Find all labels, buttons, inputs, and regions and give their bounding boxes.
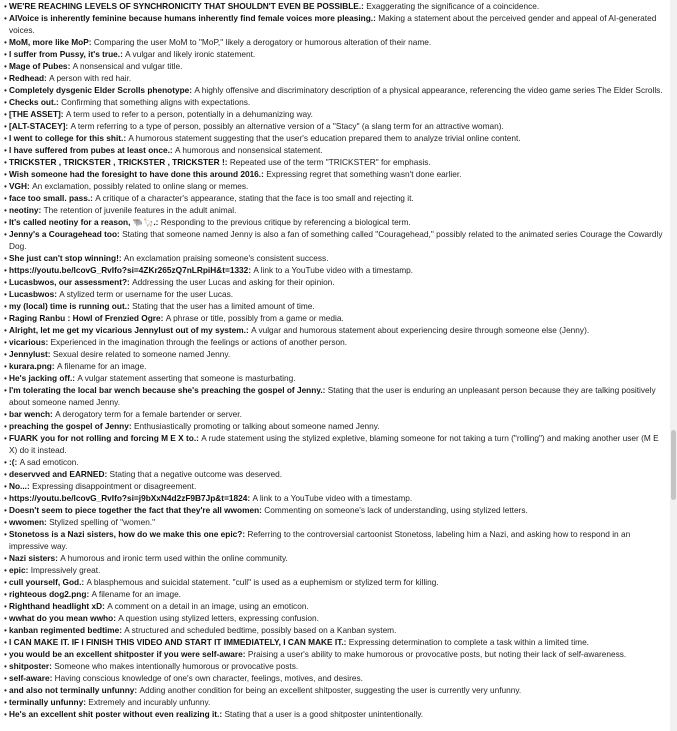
entry-definition: Extremely and incurably unfunny. (88, 697, 211, 707)
term-separator: : (55, 553, 61, 563)
entry-term: preaching the gospel of Jenny (9, 421, 129, 431)
entry-term: No... (9, 481, 27, 491)
glossary-entry (4, 300, 663, 312)
term-separator: : (49, 661, 55, 671)
entry-definition: A comment on a detail in an image, using an emoticon. (107, 601, 309, 611)
entry-term: my (local) time is running out. (9, 301, 128, 311)
entry-term: Doesn't seem to piece together the fact that they're all wwomen (9, 505, 260, 515)
glossary-entry (4, 384, 663, 408)
glossary-entry (4, 348, 663, 360)
term-separator: : (242, 649, 248, 659)
glossary-entry (4, 216, 663, 228)
glossary-entry (4, 432, 663, 456)
glossary-entry (4, 360, 663, 372)
entry-definition: Experienced in the imagination through the feelings or actions of another person. (50, 337, 348, 347)
entry-definition: A sad emoticon. (19, 457, 79, 467)
entry-term: https://youtu.be/lcovG_RvIfo?si=4ZKr265zQ7nLRpiH&t=1332 (9, 265, 249, 275)
term-separator: : (248, 265, 254, 275)
entry-definition: A vulgar and humorous statement about experiencing desire through someone else (Jenny). (251, 325, 590, 335)
glossary-entry (4, 528, 663, 552)
entry-term: I'm tolerating the local bar wench because she's preaching the gospel of Jenny. (9, 385, 323, 395)
entry-definition: Expressing regret that something wasn't done earlier. (266, 169, 462, 179)
entry-definition: A humorous statement suggesting that the user's education prepared them to analyze trivial online content. (128, 133, 521, 143)
glossary-entry (4, 168, 663, 180)
term-separator: : (90, 193, 96, 203)
term-separator: : (26, 181, 33, 191)
term-separator: : (65, 121, 71, 131)
entry-term: He's jacking off. (9, 373, 73, 383)
entry-definition: Someone who makes intentionally humorous or provocative posts. (54, 661, 299, 671)
entry-term: righteous dog2.png (9, 589, 87, 599)
glossary-entry (4, 660, 663, 672)
entry-definition: A filename for an image. (91, 589, 181, 599)
entry-term: deservved and EARNED (9, 469, 105, 479)
term-separator: : (72, 373, 78, 383)
entry-term: Righthand headlight xD (9, 601, 103, 611)
entry-definition: Making a statement about the perceived gender and appeal of AI-generated voices. (9, 13, 657, 35)
entry-term: and also not terminally unfunny (9, 685, 135, 695)
entry-definition: A question using stylized letters, expressing confusion. (118, 613, 319, 623)
entry-term: kurara.png (9, 361, 52, 371)
glossary-entry (4, 504, 663, 516)
scrollbar-thumb[interactable] (671, 430, 676, 500)
term-separator: : (242, 529, 248, 539)
term-separator: : (160, 313, 166, 323)
entry-term: epic (9, 565, 26, 575)
entry-term: VGH (9, 181, 27, 191)
entry-term: face too small. pass. (9, 193, 91, 203)
glossary-entry (4, 612, 663, 624)
entry-term: wwhat do you mean wwho (9, 613, 114, 623)
entry-definition: A person with red hair. (49, 73, 132, 83)
glossary-entry (4, 516, 663, 528)
entry-definition: Expressing determination to complete a task within a limited time. (348, 637, 589, 647)
entry-term: vicarious (9, 337, 46, 347)
term-separator: : (322, 385, 328, 395)
term-separator: : (189, 85, 195, 95)
glossary-entry (4, 204, 663, 216)
entry-definition: Having conscious knowledge of one's own character, feelings, motives, and desires. (54, 673, 363, 683)
entry-term: kanban regimented bedtime (9, 625, 120, 635)
entry-definition: A rude statement using the stylized expletive, blaming someone for not taking a turn ("rolling") and making another user (M E X) do it instead. (9, 433, 659, 455)
term-separator: : (120, 49, 126, 59)
entry-term: Redhead (9, 73, 45, 83)
glossary-entry (4, 312, 663, 324)
entry-definition: A term used to refer to a person, potentially in a dehumanizing way. (65, 109, 313, 119)
vertical-scrollbar[interactable] (670, 0, 677, 731)
term-separator: : (127, 301, 133, 311)
glossary-entry (4, 552, 663, 564)
entry-definition: Exaggerating the significance of a coincidence. (366, 1, 540, 11)
glossary-entry (4, 276, 663, 288)
glossary-entry (4, 492, 663, 504)
entry-definition: Praising a user's ability to make humorous or provocative posts, but noting their lack of self-awareness. (247, 649, 627, 659)
term-separator: : (123, 133, 129, 143)
glossary-entry (4, 696, 663, 708)
entry-term: :( (9, 457, 15, 467)
entry-term: I went to college for this shit. (9, 133, 124, 143)
entry-definition: Stating that the user is enduring an unpleasant person because they are talking positively about someone named Jenny. (9, 385, 656, 407)
entry-definition: A filename for an image. (56, 361, 147, 371)
term-separator: : (128, 421, 134, 431)
term-separator: : (259, 505, 265, 515)
term-separator: : (247, 493, 253, 503)
entry-term: neotiny (9, 205, 39, 215)
entry-term: cull yourself, God. (9, 577, 82, 587)
entry-term: you would be an excellent shitposter if you were self-aware (9, 649, 243, 659)
glossary-entry (4, 108, 663, 120)
entry-definition: A vulgar and likely ironic statement. (125, 49, 256, 59)
entry-definition: Commenting on someone's lack of understanding, using stylized letters. (264, 505, 528, 515)
term-separator: : (83, 697, 89, 707)
term-separator: : (127, 277, 133, 287)
glossary-entry (4, 156, 663, 168)
entry-term: https://youtu.be/lcovG_RvIfo?si=j9bXxN4d2zF9B7Jp&t=1824 (9, 493, 248, 503)
glossary-entry (4, 336, 663, 348)
entry-definition: A blasphemous and suicidal statement. "cull" is used as a euphemism or stylized term for killing. (86, 577, 439, 587)
term-separator: : (373, 13, 379, 23)
term-separator: : (56, 97, 62, 107)
entry-definition: Comparing the user MoM to "MoP," likely a derogatory or humorous alteration of their name. (93, 37, 432, 47)
glossary-entry (4, 48, 663, 60)
entry-term: I suffer from Pussy, it's true. (9, 49, 121, 59)
term-separator: : (49, 673, 55, 683)
entry-definition: An exclamation, possibly related to online slang or memes. (32, 181, 249, 191)
term-separator: : (47, 349, 53, 359)
term-separator: : (51, 361, 57, 371)
glossary-entry (4, 0, 663, 12)
glossary-entry (4, 180, 663, 192)
term-separator: : (155, 217, 161, 227)
entry-definition: Responding to the previous critique by referencing a biological term. (160, 217, 411, 227)
entry-term: FUARK you for not rolling and forcing M E X to. (9, 433, 197, 443)
entry-term: shitposter (9, 661, 50, 671)
entry-term: Raging Ranbu : Howl of Frenzied Ogre (9, 313, 161, 323)
glossary-entry (4, 144, 663, 156)
term-separator: : (86, 589, 92, 599)
term-separator: : (361, 1, 367, 11)
entry-term: MoM, more like MoP (9, 37, 89, 47)
term-separator: : (134, 685, 140, 695)
entry-definition: Adding another condition for being an excellent shitposter, suggesting the user is currently very unfunny. (139, 685, 522, 695)
entry-definition: Expressing disappointment or disagreement. (32, 481, 197, 491)
glossary-entry (4, 36, 663, 48)
term-separator: : (44, 73, 50, 83)
glossary-entry (4, 456, 663, 468)
entry-definition: Stylized spelling of "women." (49, 517, 156, 527)
entry-term: TRICKSTER , TRICKSTER , TRICKSTER , TRICKSTER ! (9, 157, 225, 167)
entry-term: [ALT-STACEY] (9, 121, 66, 131)
entry-term: Stonetoss is a Nazi sisters, how do we make this one epic? (9, 529, 243, 539)
glossary-entry (4, 408, 663, 420)
glossary-entry (4, 372, 663, 384)
glossary-entry (4, 684, 663, 696)
entry-term: self-aware (9, 673, 50, 683)
entry-definition: Sexual desire related to someone named Jenny. (52, 349, 231, 359)
glossary-entry (4, 96, 663, 108)
term-separator: : (219, 709, 225, 719)
term-separator: : (261, 169, 267, 179)
entry-term: Lucasbwos (9, 289, 55, 299)
entry-definition: A term referring to a type of person, possibly an alternative version of a "Stacy" (a slang term for an attractive woman). (70, 121, 504, 131)
term-separator: : (14, 457, 20, 467)
glossary-entry (4, 624, 663, 636)
entry-definition: An exclamation praising someone's consistent success. (123, 253, 329, 263)
glossary-entry (4, 708, 663, 720)
entry-definition: The retention of juvenile features in the adult animal. (43, 205, 237, 215)
glossary-entry (4, 600, 663, 612)
entry-definition: Stating that a negative outcome was deserved. (109, 469, 283, 479)
glossary-entry (4, 12, 663, 36)
entry-definition: Repeated use of the term "TRICKSTER" for emphasis. (229, 157, 431, 167)
term-separator: : (54, 289, 60, 299)
glossary-entry (4, 636, 663, 648)
glossary-entry (4, 60, 663, 72)
term-separator: : (25, 565, 31, 575)
entry-definition: A stylized term or username for the user Lucas. (59, 289, 234, 299)
glossary-entry (4, 120, 663, 132)
entry-definition: Stating that the user has a limited amount of time. (132, 301, 315, 311)
term-separator: : (81, 577, 87, 587)
glossary-entry (4, 324, 663, 336)
entry-term: Alright, let me get my vicarious Jennylust out of my system. (9, 325, 246, 335)
term-separator: : (113, 613, 119, 623)
glossary-entry (4, 252, 663, 264)
entry-term: wwomen (9, 517, 45, 527)
term-separator: : (224, 157, 230, 167)
glossary-entry (4, 228, 663, 252)
term-separator: : (38, 205, 44, 215)
term-separator: : (196, 433, 202, 443)
term-separator: : (26, 481, 33, 491)
entry-term: She just can't stop winning! (9, 253, 119, 263)
entry-term: terminally unfunny (9, 697, 84, 707)
entry-definition: A humorous and nonsensical statement. (175, 145, 323, 155)
glossary-entry (4, 576, 663, 588)
term-separator: : (117, 229, 123, 239)
glossary-entry (4, 648, 663, 660)
term-separator: : (102, 601, 108, 611)
entry-definition: Stating that a user is a good shitposter unintentionally. (224, 709, 424, 719)
term-separator: : (50, 409, 56, 419)
entry-term: I have suffered from pubes at least once. (9, 145, 170, 155)
entry-definition: A critique of a character's appearance, stating that the face is too small and rejecting it. (95, 193, 414, 203)
term-separator: : (67, 61, 73, 71)
term-separator: : (60, 109, 66, 119)
entry-definition: A link to a YouTube video with a timestamp. (253, 265, 414, 275)
term-separator: : (45, 337, 51, 347)
glossary-entry (4, 84, 663, 96)
entry-term: Jenny's a Couragehead too (9, 229, 118, 239)
entry-term: It's called neotiny for a reason, 🐃🦙. (9, 217, 156, 227)
glossary-entry (4, 564, 663, 576)
glossary-entry (4, 132, 663, 144)
entry-term: Mage of Pubes (9, 61, 68, 71)
entry-term: Jennylust (9, 349, 48, 359)
entry-definition: Referring to the controversial cartoonist Stonetoss, labeling him a Nazi, and asking how to respond in an impressive way. (9, 529, 631, 551)
entry-definition: A highly offensive and discriminatory description of a physical appearance, referencing the video game series The Elder Scrolls. (194, 85, 663, 95)
term-separator: : (343, 637, 349, 647)
entry-term: Nazi sisters (9, 553, 56, 563)
entry-definition: A structured and scheduled bedtime, possibly based on a Kanban system. (124, 625, 397, 635)
glossary-entry (4, 420, 663, 432)
glossary-entry (4, 480, 663, 492)
term-separator: : (245, 325, 252, 335)
entry-definition: Stating that someone named Jenny is also a fan of something called "Couragehead," possibly related to the animated series Courage the Cowardly Dog. (9, 229, 663, 251)
glossary-entry (4, 264, 663, 276)
term-separator: : (88, 37, 94, 47)
term-separator: : (118, 253, 124, 263)
entry-definition: Impressively great. (30, 565, 101, 575)
term-separator: : (169, 145, 175, 155)
entry-term: [THE ASSET] (9, 109, 61, 119)
entry-definition: A nonsensical and vulgar title. (72, 61, 183, 71)
entry-definition: Enthusiastically promoting or talking about someone named Jenny. (133, 421, 380, 431)
entry-definition: Addressing the user Lucas and asking for their opinion. (132, 277, 335, 287)
entry-term: Checks out. (9, 97, 57, 107)
entry-definition: A vulgar statement asserting that someone is masturbating. (77, 373, 296, 383)
glossary-entry (4, 72, 663, 84)
term-separator: : (44, 517, 50, 527)
entry-term: He's an excellent shit poster without even realizing it. (9, 709, 220, 719)
entry-definition: A phrase or title, possibly from a game or media. (165, 313, 344, 323)
glossary-entry (4, 468, 663, 480)
glossary-entry (4, 192, 663, 204)
glossary-entry (4, 588, 663, 600)
entry-term: Completely dysgenic Elder Scrolls phenotype (9, 85, 190, 95)
entry-term: I CAN MAKE IT. IF I FINISH THIS VIDEO AND START IT IMMEDIATELY, I CAN MAKE IT. (9, 637, 344, 647)
entry-definition: A humorous and ironic term used within the online community. (60, 553, 288, 563)
glossary-entry (4, 288, 663, 300)
glossary-entry (4, 672, 663, 684)
entry-term: AIVoice is inherently feminine because humans inherently find female voices more pleasing. (9, 13, 374, 23)
entry-definition: A derogatory term for a female bartender or server. (55, 409, 242, 419)
entry-term: Lucasbwos, our assessment? (9, 277, 128, 287)
entry-term: bar wench (9, 409, 51, 419)
term-separator: : (119, 625, 125, 635)
term-separator: : (104, 469, 110, 479)
entry-term: WE'RE REACHING LEVELS OF SYNCHRONICITY THAT SHOULDN'T EVEN BE POSSIBLE. (9, 1, 362, 11)
entry-definition: A link to a YouTube video with a timestamp. (252, 493, 413, 503)
entry-term: Wish someone had the foresight to have done this around 2016. (9, 169, 262, 179)
entry-definition: Confirming that something aligns with expectations. (61, 97, 251, 107)
